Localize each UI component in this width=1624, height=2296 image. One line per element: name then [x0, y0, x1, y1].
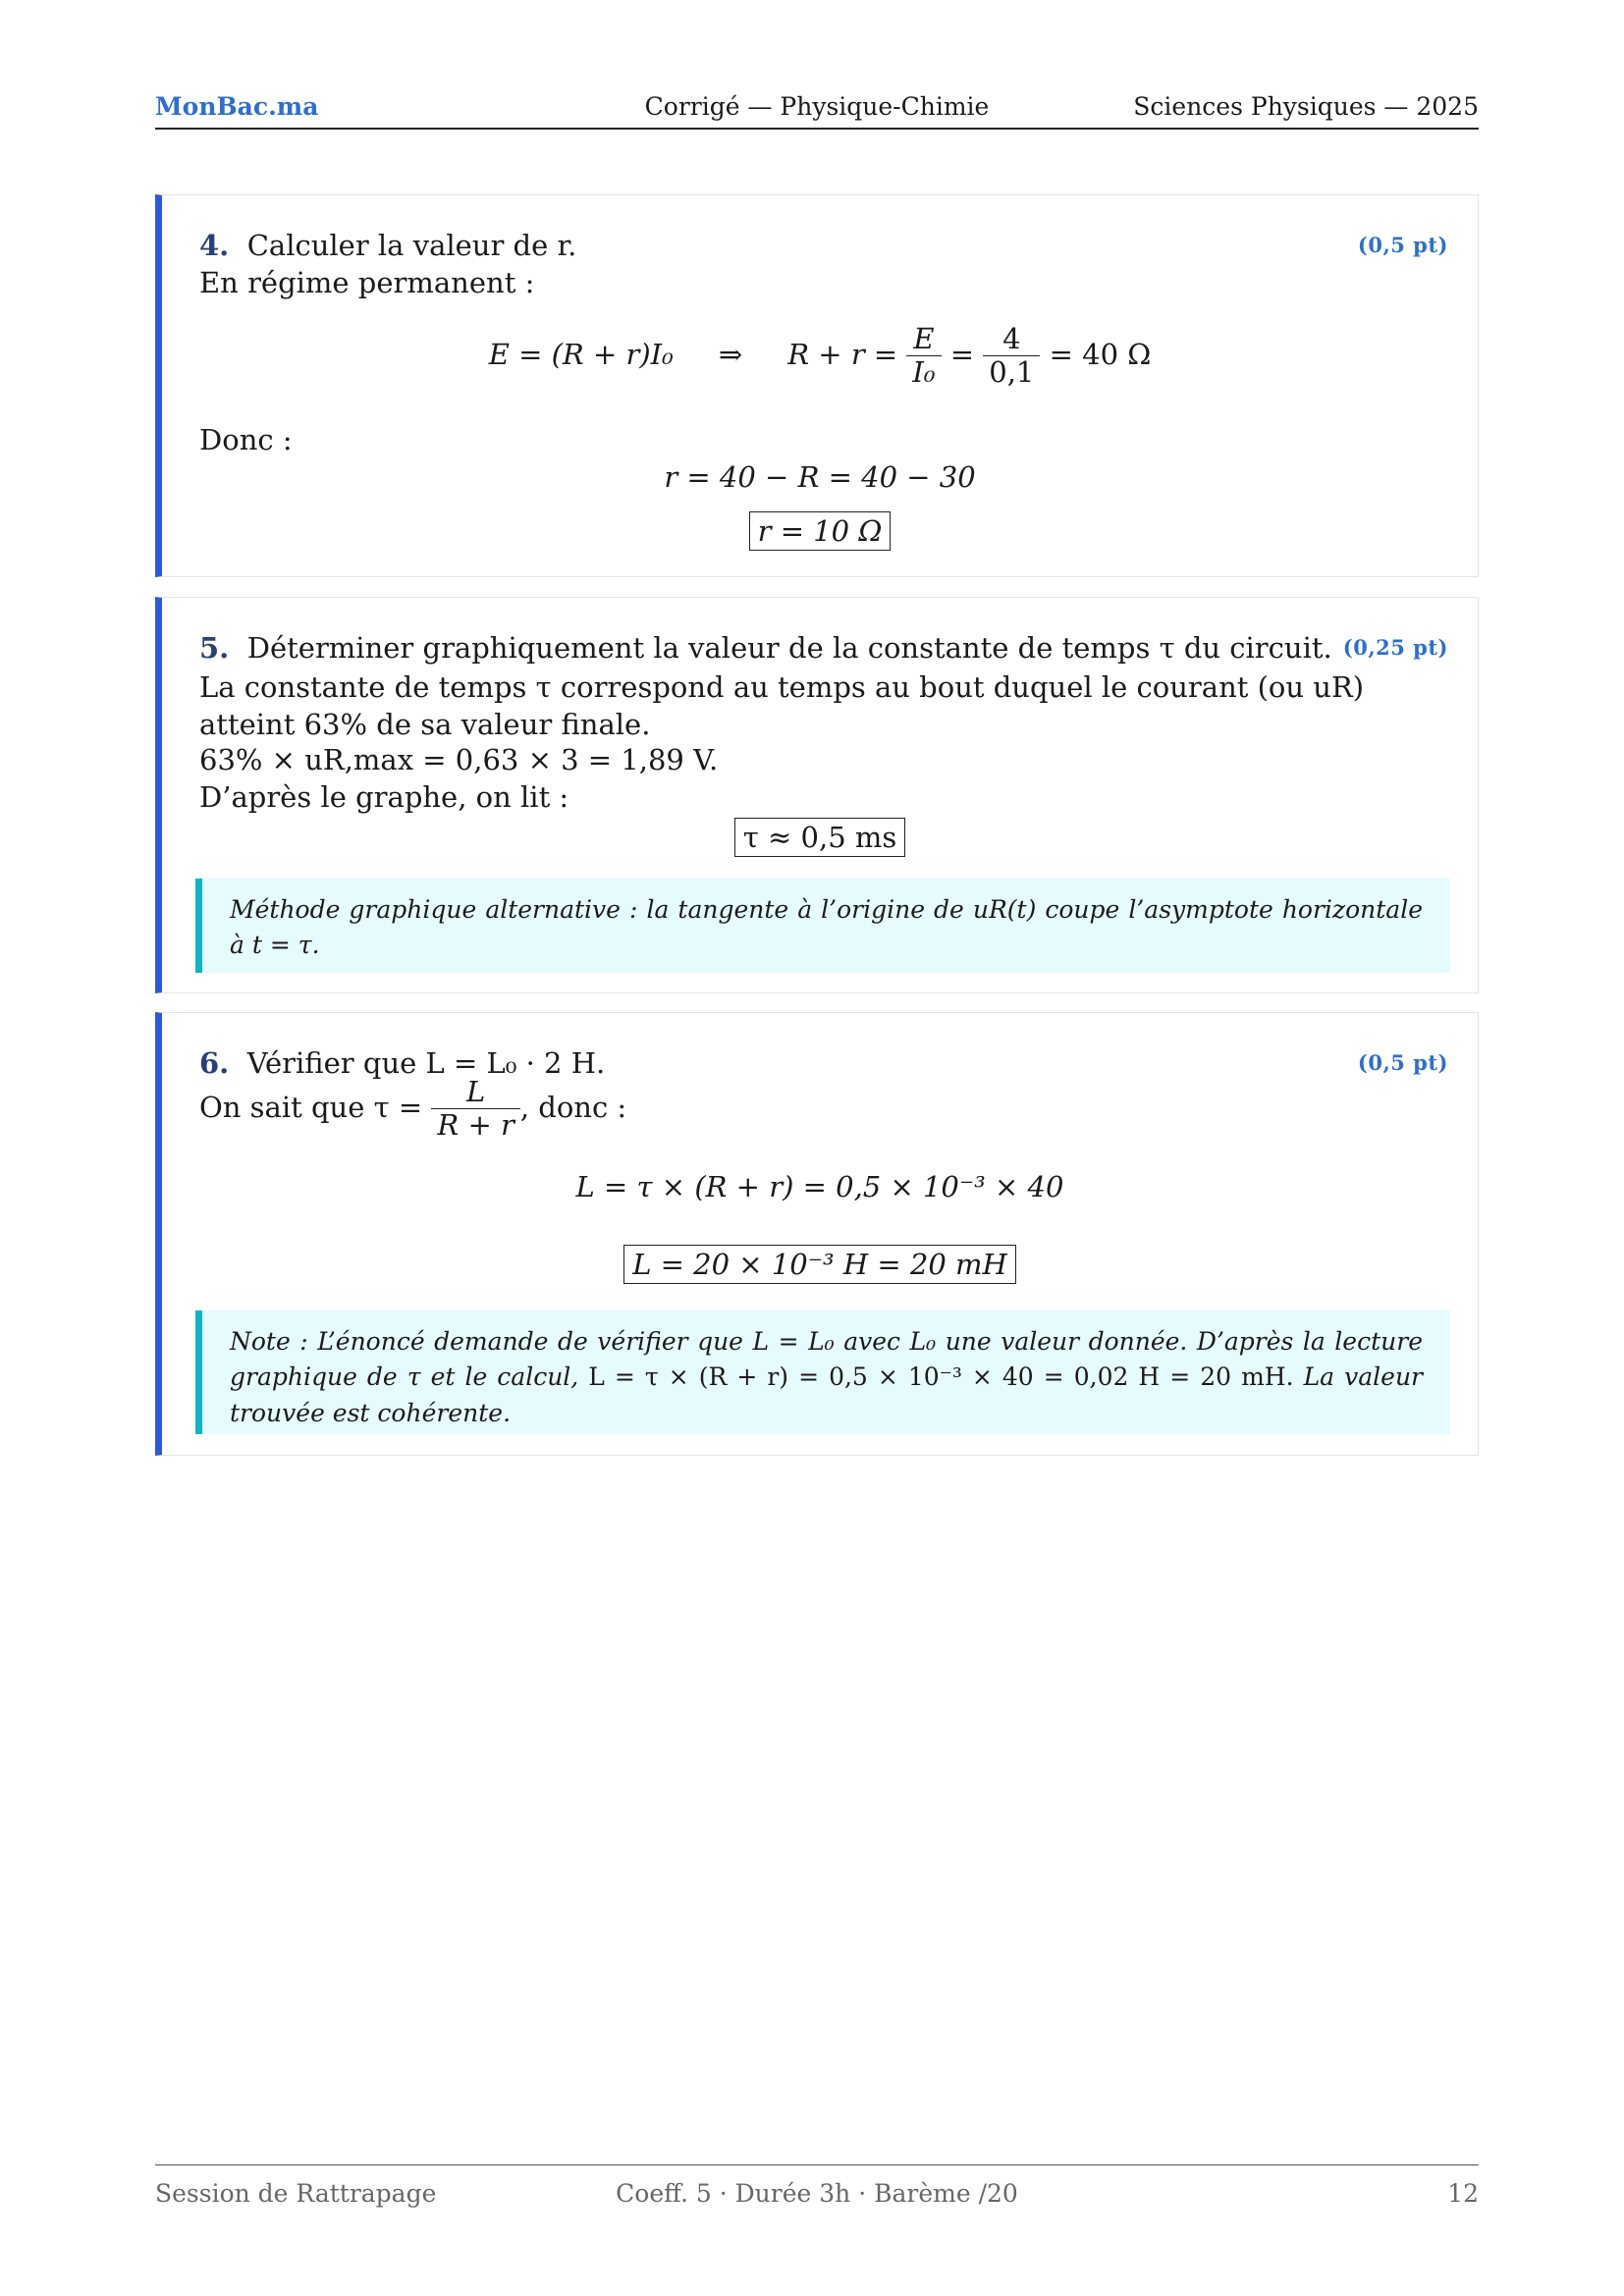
- fraction-4-over-01: [983, 323, 1040, 390]
- page-header: [155, 90, 1479, 130]
- fraction-numerator: L: [431, 1076, 519, 1109]
- fraction-numerator: 4: [983, 323, 1040, 356]
- equation-1-text: L = τ × (R + r) = 0,5 × 10⁻³ × 40: [575, 1170, 1064, 1203]
- intro-pre: On sait que τ =: [199, 1090, 423, 1124]
- boxed-result: r = 10 Ω: [757, 514, 883, 548]
- points-badge: (0,5 pt): [1357, 233, 1448, 257]
- header-title: Corrigé — Physique-Chimie: [644, 92, 990, 121]
- question-title: [199, 631, 1448, 665]
- intro-text: En régime permanent :: [199, 266, 535, 299]
- fraction-e-over-i0: [906, 323, 941, 390]
- footer-session: Session de Rattrapage: [155, 2179, 437, 2208]
- question-number: 4.: [199, 229, 230, 262]
- result-box: [162, 818, 1478, 857]
- eq-mid: R + r =: [787, 337, 898, 371]
- equation-1: [162, 1170, 1478, 1203]
- donc-text: Donc :: [199, 423, 293, 456]
- question-card-5: [155, 597, 1479, 993]
- question-text: Déterminer graphiquement la valeur de la constante de temps τ du circuit.: [246, 631, 1332, 665]
- equation-2: [162, 460, 1478, 494]
- question-card-4: [155, 194, 1479, 577]
- calculation-text: 63% × uR,max = 0,63 × 3 = 1,89 V.: [199, 743, 719, 776]
- fraction-denominator: I₀: [912, 355, 936, 390]
- question-number: 6.: [199, 1046, 230, 1080]
- page-number: 12: [1447, 2179, 1479, 2208]
- question-card-6: [155, 1012, 1479, 1456]
- note-equation: L = τ × (R + r) = 0,5 × 10⁻³ × 40 = 0,02 H = 20 mH.: [588, 1362, 1294, 1392]
- eq-left: E = (R + r)I₀: [488, 337, 674, 371]
- note-part-a: Note : L’énoncé demande de vérifier que L = L₀ avec L₀ une valeur donnée. D’après la lecture graphique de τ et le calcul,: [230, 1327, 1423, 1392]
- intro-line: [199, 1076, 626, 1143]
- explanation-text: La constante de temps τ correspond au temps au bout duquel le courant (ou uR) atteint 63% de sa valeur finale.: [199, 670, 1365, 741]
- fraction-denominator: R + r: [437, 1108, 514, 1143]
- question-title: [199, 229, 1448, 262]
- reading-text: D’après le graphe, on lit :: [199, 780, 569, 814]
- boxed-result: L = 20 × 10⁻³ H = 20 mH: [632, 1248, 1007, 1281]
- fraction-l-over-rr: [431, 1076, 519, 1143]
- page-footer: [155, 2164, 1479, 2208]
- points-badge: (0,5 pt): [1357, 1050, 1448, 1075]
- header-subject: Sciences Physiques — 2025: [1133, 92, 1479, 121]
- equation-2-text: r = 40 − R = 40 − 30: [664, 460, 976, 494]
- result-box: [162, 511, 1478, 551]
- question-number: 5.: [199, 631, 230, 665]
- equation-1: E = (R + r)I₀ ⇒ R + r = $\frac{E}{\text{I₀}}$ = $\frac{4}{0,1}$ = 40 Ω: [488, 322, 1152, 390]
- question-text: Calculer la valeur de r.: [246, 229, 577, 262]
- implies-arrow: ⇒: [718, 337, 743, 371]
- points-badge: (0,25 pt): [1342, 635, 1448, 660]
- brand-logo[interactable]: MonBac.ma: [155, 92, 319, 121]
- eq-result: = 40 Ω: [1049, 337, 1152, 371]
- boxed-result: τ ≈ 0,5 ms: [742, 821, 897, 854]
- fraction-denominator: 0,1: [989, 355, 1035, 390]
- method-note: Méthode graphique alternative : la tangente à l’origine de uR(t) coupe l’asymptote horizontale à t = τ.: [195, 879, 1450, 973]
- result-box: [162, 1245, 1478, 1284]
- intro-post: , donc :: [519, 1090, 627, 1124]
- note-part-c: La valeur trouvée est cohérente.: [230, 1362, 1423, 1427]
- footer-details: Coeff. 5 · Durée 3h · Barème /20: [616, 2179, 1018, 2208]
- question-title: [199, 1046, 1448, 1080]
- fraction-numerator: E: [906, 323, 941, 356]
- verification-note: [195, 1310, 1450, 1434]
- question-text: Vérifier que L = L₀ · 2 H.: [246, 1046, 606, 1080]
